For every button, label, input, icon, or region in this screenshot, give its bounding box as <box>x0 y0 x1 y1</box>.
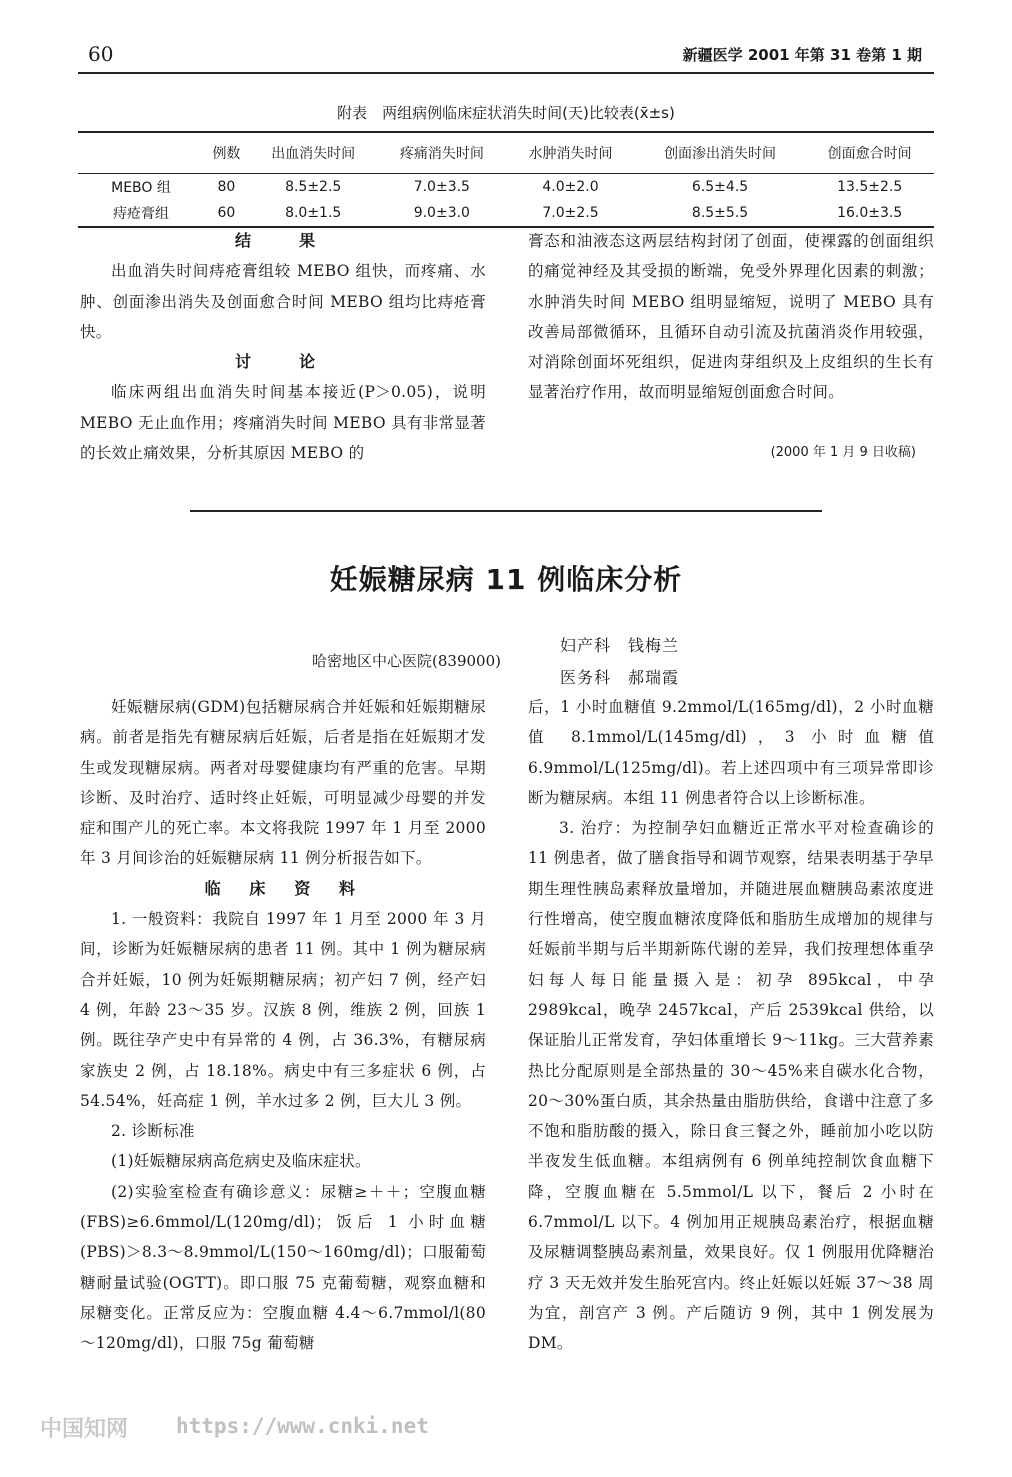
cnki-watermark-url[interactable]: https://www.cnki.net <box>176 1414 429 1438</box>
journal-header: 新疆医学 2001 年第 31 卷第 1 期 <box>682 46 922 64</box>
article-title: 妊娠糖尿病 11 例临床分析 <box>329 563 683 596</box>
table-row <box>78 174 934 201</box>
table-header-cell: 水肿消失时间 <box>506 132 635 174</box>
hospital-affiliation: 哈密地区中心医院(839000) <box>312 652 501 670</box>
table-cell: 痔疮膏组 <box>78 200 204 227</box>
prev-article-left-column <box>80 226 486 468</box>
table-header-cell: 创面愈合时间 <box>805 132 934 174</box>
results-table <box>78 131 934 228</box>
table-cell: 4.0±2.0 <box>542 179 599 195</box>
table-caption: 附表 两组病例临床症状消失时间(天)比较表(x̄±s) <box>337 104 675 122</box>
table-header-cell: 创面渗出消失时间 <box>635 132 806 174</box>
author-1: 妇产科 钱梅兰 <box>560 636 680 655</box>
table-cell: 8.5±5.5 <box>635 200 806 227</box>
table-row <box>78 200 934 227</box>
received-date: (2000 年 1 月 9 日收稿) <box>770 445 916 460</box>
table-cell: 8.0±1.5 <box>249 200 378 227</box>
table-cell: 9.0±3.0 <box>378 200 507 227</box>
table-cell: MEBO 组 <box>111 180 171 196</box>
diagnosis-heading-paragraph: 2. 诊断标准 <box>111 1122 195 1141</box>
results-heading: 结 果 <box>234 231 331 250</box>
general-data-paragraph: 1. 一般资料：我院自 1997 年 1 月至 2000 年 3 月间，诊断为妊娠糖尿病的患者 11 例。其中 1 例为糖尿病合并妊娠，10 例为妊娠期糖尿病；初产妇 7 例，经产妇 4 例，年龄 23～35 岁。汉族 8 例，维族 2 例，回族 1 例。既往孕产史中有异常的 4 例，占 36.3%，有糖尿病家族史 2 例，占 18.18%。病史中有三多症状 6 例，占 54.54%，妊高症 1 例，羊水过多 2 例，巨大儿 3 例。 <box>80 910 486 1110</box>
table-header-row <box>78 132 934 174</box>
table-cell: 7.0±3.5 <box>413 179 470 195</box>
table-cell: 7.0±2.5 <box>506 200 635 227</box>
diagnosis-continued-paragraph: 后，1 小时血糖值 9.2mmol/L(165mg/dl)，2 小时血糖值 8.1mmol/L(145mg/dl)，3 小时血糖值 6.9mmol/L(125mg/dl)。若上述四项中有三项异常即诊断为糖尿病。本组 11 例患者符合以上诊断标准。 <box>528 698 934 807</box>
prev-article-right-column <box>528 226 934 408</box>
table-cell: 16.0±3.5 <box>805 200 934 227</box>
article-left-column <box>80 692 486 1359</box>
table-header-cell: 例数 <box>204 132 249 174</box>
table-cell: 60 <box>204 200 249 227</box>
discussion-paragraph: 临床两组出血消失时间基本接近(P＞0.05)，说明 MEBO 无止血作用；疼痛消失时间 MEBO 具有非常显著的长效止痛效果，分析其原因 MEBO 的 <box>80 383 486 463</box>
table-cell: 80 <box>217 179 236 195</box>
diagnosis-item-2: (2)实验室检查有确诊意义：尿糖≥＋＋；空腹血糖(FBS)≥6.6mmol/L(120mg/dl)；饭后 1 小时血糖(PBS)＞8.3～8.9mmol/L(150～160mg/dl)；口服葡萄糖耐量试验(OGTT)。即口服 75 克葡萄糖，观察血糖和尿糖变化。正常反应为：空腹血糖 4.4～6.7mmol/l(80～120mg/dl)，口服 75g 葡萄糖 <box>80 1182 486 1353</box>
discussion-continued-paragraph: 膏态和油液态这两层结构封闭了创面，使裸露的创面组织的痛觉神经及其受损的断端，免受外界理化因素的刺激；水肿消失时间 MEBO 组明显缩短，说明了 MEBO 具有改善局部微循环，且循环自动引流及抗菌消炎作用较强，对消除创面坏死组织，促进肉芽组织及上皮组织的生长有显著治疗作用，故而明显缩短创面愈合时间。 <box>528 232 934 402</box>
page-number: 60 <box>88 42 114 66</box>
intro-paragraph: 妊娠糖尿病(GDM)包括糖尿病合并妊娠和妊娠期糖尿病。前者是指先有糖尿病后妊娠，后者是指在妊娠期才发生或发现糖尿病。两者对母婴健康均有严重的危害。早期诊断、及时治疗、适时终止妊娠，可明显减少母婴的并发症和围产儿的死亡率。本文将我院 1997 年 1 月至 2000 年 3 月间诊治的妊娠糖尿病 11 例分析报告如下。 <box>80 698 486 868</box>
table-cell: 6.5±4.5 <box>691 179 749 195</box>
treatment-paragraph: 3. 治疗：为控制孕妇血糖近正常水平对检查确诊的 11 例患者，做了膳食指导和调节观察，结果表明基于孕早期生理性胰岛素释放量增加，并随进展血糖胰岛素浓度进行性增高，使空腹血糖浓度降低和脂肪生成增加的规律与妊娠前半期与后半期新陈代谢的差异，我们按理想体重孕妇每人每日能量摄入是：初孕 895kcal，中孕 2989kcal，晚孕 2457kcal，产后 2539kcal 供给，以保证胎儿正常发育，孕妇体重增长 9～11kg。三大营养素热比分配原则是全部热量的 30～45%来自碳水化合物，20～30%蛋白质，其余热量由脂肪供给，食谱中注意了多不饱和脂肪酸的摄入，除日食三餐之外，睡前加小吃以防半夜发生低血糖。本组病例有 6 例单纯控制饮食血糖下降，空腹血糖在 5.5mmol/L 以下，餐后 2 小时在 6.7mmol/L 以下。4 例加用正规胰岛素治疗，根据血糖及尿糖调整胰岛素剂量，效果良好。仅 1 例服用优降糖治疗 3 天无效并发生胎死宫内。终止妊娠以妊娠 37～38 周为宜，剖宫产 3 例。产后随访 9 例，其中 1 例发展为 DM。 <box>528 819 934 1353</box>
header-rule <box>78 72 934 74</box>
article-divider <box>190 510 822 512</box>
results-paragraph: 出血消失时间痔疮膏组较 MEBO 组快，而疼痛、水肿、创面渗出消失及创面愈合时间 MEBO 组均比痔疮膏快。 <box>80 262 486 341</box>
author-2: 医务科 郝瑞霞 <box>560 668 680 687</box>
cnki-watermark-logo: 中国知网 <box>40 1417 129 1442</box>
article-right-column <box>528 692 934 1359</box>
table-cell: 13.5±2.5 <box>837 179 903 195</box>
section-heading-clinical-data: 临 床 资 料 <box>204 878 362 898</box>
table-header-cell: 疼痛消失时间 <box>378 132 507 174</box>
table-cell: 8.5±2.5 <box>285 179 342 195</box>
discussion-heading: 讨 论 <box>234 352 331 372</box>
table-header-cell <box>78 132 204 174</box>
table-header-cell: 出血消失时间 <box>249 132 378 174</box>
diagnosis-item-1: (1)妊娠糖尿病高危病史及临床症状。 <box>111 1152 371 1171</box>
